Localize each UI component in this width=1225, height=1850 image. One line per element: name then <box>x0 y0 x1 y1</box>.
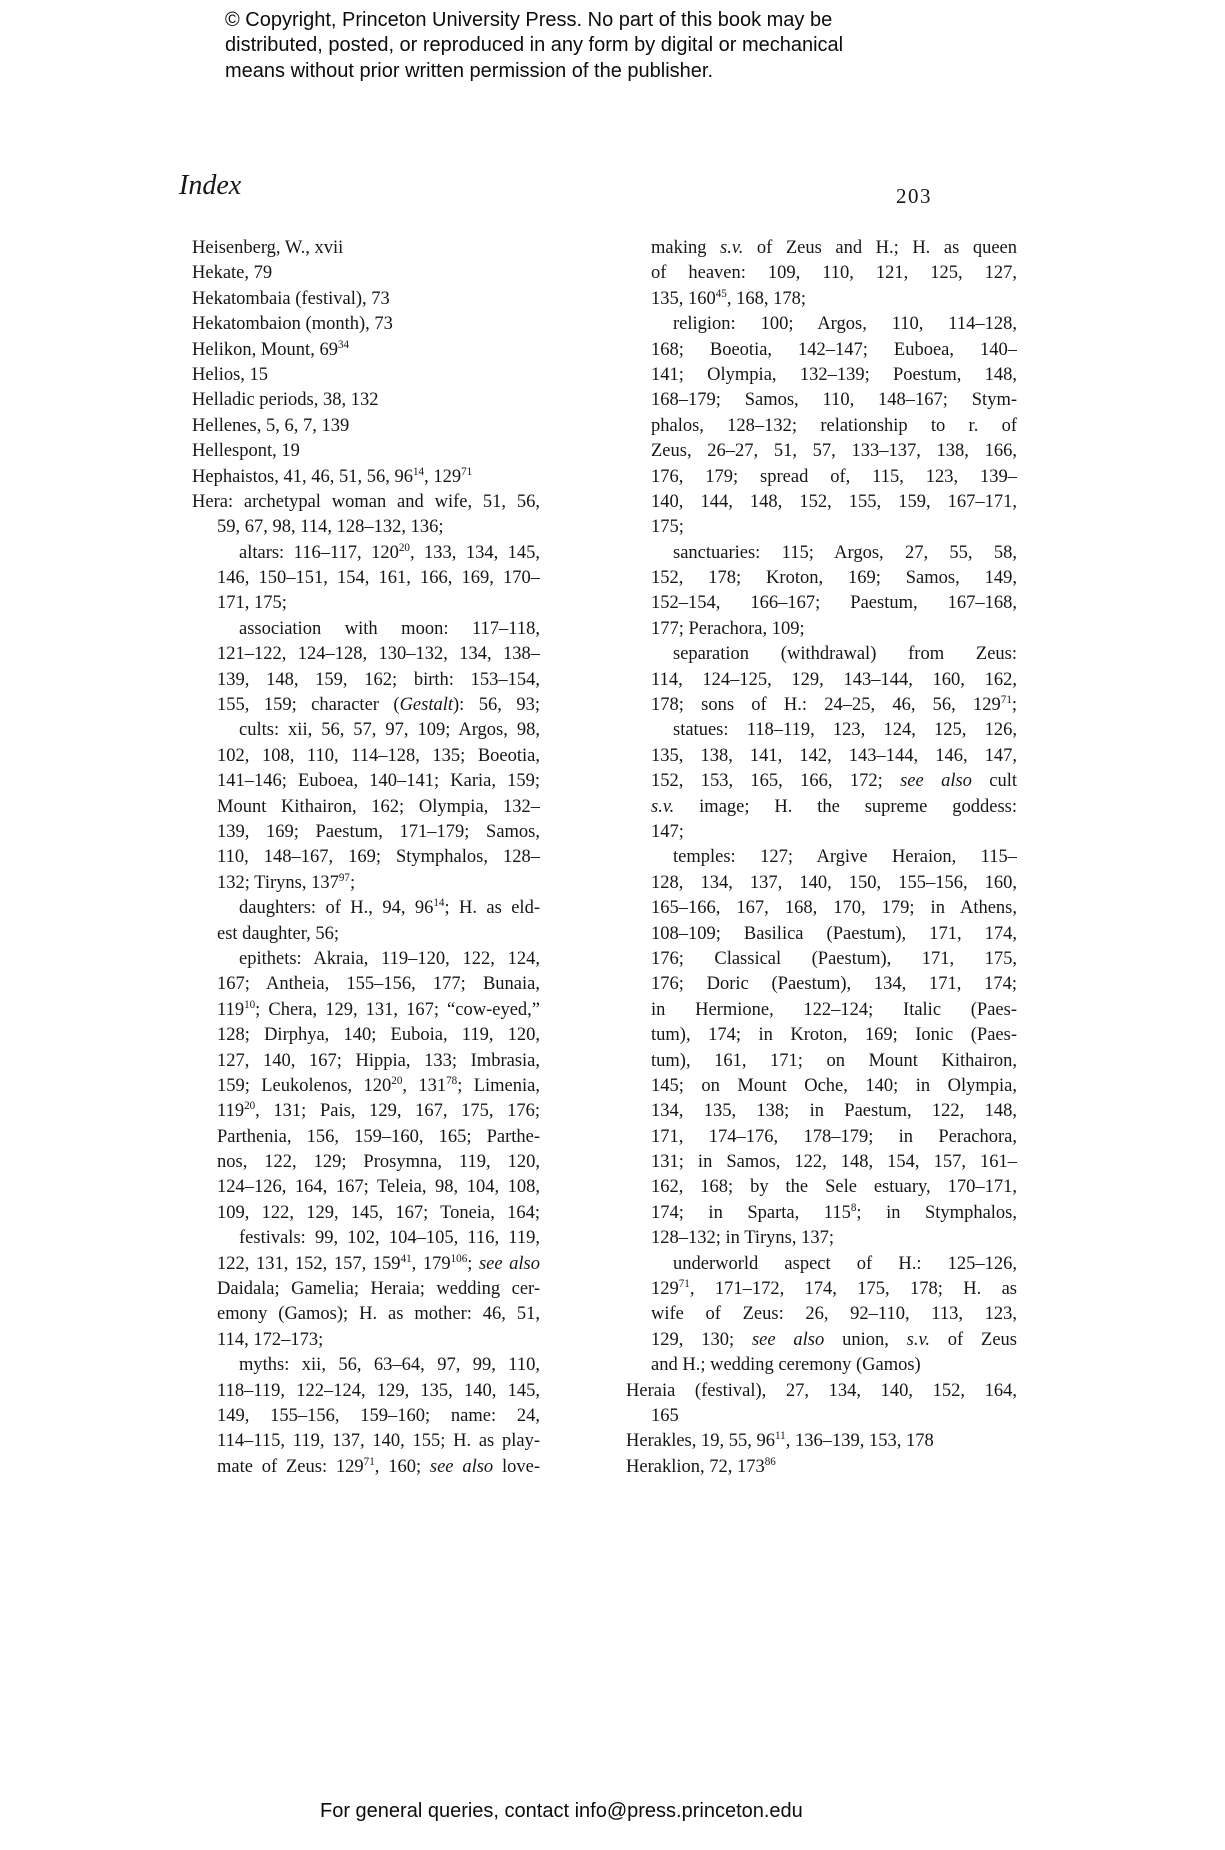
index-line: 171, 174–176, 178–179; in Perachora, <box>651 1126 1017 1147</box>
index-line: Heisenberg, W., xvii <box>192 238 344 258</box>
copyright-notice <box>225 8 865 84</box>
index-line: $119^{20}$, 131; Pais, 129, 167, 175, 176; <box>217 1100 540 1122</box>
index-line: 139, 148, 159, 162; birth: 153–154, <box>217 669 540 690</box>
index-line: Hekate, 79 <box>192 263 273 284</box>
index-line: 128; Dirphya, 140; Euboia, 119, 120, <box>217 1025 540 1046</box>
index-line: Hekatombaion (month), 73 <box>192 314 393 335</box>
index-line: 165–166, 167, 168, 170, 179; in Athens, <box>651 898 1017 919</box>
index-line: 140, 144, 148, 152, 155, 159, 167–171, <box>651 491 1017 512</box>
index-line: 122, 131, 152, 157, $159^{41}$, $179^{106}$; see also <box>217 1252 540 1274</box>
index-line: association with moon: 117–118, <box>239 618 540 639</box>
index-line: tum), 161, 171; on Mount Kithairon, <box>651 1050 1017 1071</box>
index-line: sanctuaries: 115; Argos, 27, 55, 58, <box>673 542 1017 563</box>
index-line: religion: 100; Argos, 110, 114–128, <box>673 314 1017 335</box>
index-line: 165 <box>651 1405 679 1426</box>
index-line: 176, 179; spread of, 115, 123, 139– <box>651 466 1017 487</box>
index-line: separation (withdrawal) from Zeus: <box>673 644 1017 665</box>
index-line: 168–179; Samos, 110, 148–167; Stym- <box>651 390 1017 411</box>
index-line: 102, 108, 110, 114–128, 135; Boeotia, <box>217 745 540 766</box>
index-line: wife of Zeus: 26, 92–110, 113, 123, <box>651 1304 1017 1325</box>
index-line: 177; Perachora, 109; <box>651 618 805 639</box>
index-line: altars: 116–117, $120^{20}$, 133, 134, 145, <box>239 541 540 563</box>
index-line: statues: 118–119, 123, 124, 125, 126, <box>673 720 1017 741</box>
index-line: 141–146; Euboea, 140–141; Karia, 159; <box>217 771 540 792</box>
index-line: 174; in Sparta, $115^8$; in Stymphalos, <box>651 1201 1017 1223</box>
index-line: Hellespont, 19 <box>192 441 300 462</box>
page-title: Index <box>179 170 242 201</box>
index-line: 152–154, 166–167; Paestum, 167–168, <box>651 593 1017 614</box>
index-right-column <box>626 236 1017 1480</box>
index-line: making s.v. of Zeus and H.; H. as queen <box>651 238 1017 258</box>
index-line: 149, 155–156, 159–160; name: 24, <box>217 1405 540 1426</box>
index-line: 114, 124–125, 129, 143–144, 160, 162, <box>651 669 1017 690</box>
index-line: $129^{71}$, 171–172, 174, 175, 178; H. as <box>651 1277 1017 1300</box>
page-number: 203 <box>896 184 932 208</box>
index-line: Herakles, 19, 55, $96^{11}$, 136–139, 153, 178 <box>626 1430 934 1452</box>
index-line: nos, 122, 129; Prosymna, 119, 120, <box>217 1152 540 1173</box>
index-line: est daughter, 56; <box>217 923 340 944</box>
index-line: 118–119, 122–124, 129, 135, 140, 145, <box>217 1380 540 1401</box>
index-line: 121–122, 124–128, 130–132, 134, 138– <box>217 644 540 665</box>
index-line: 124–126, 164, 167; Teleia, 98, 104, 108, <box>217 1177 540 1198</box>
index-line: Parthenia, 156, 159–160, 165; Parthe- <box>217 1126 540 1147</box>
footer-contact: For general queries, contact info@press.princeton.edu <box>320 1800 803 1822</box>
index-line: daughters: of H., 94, $96^{14}$; H. as eld- <box>239 897 540 919</box>
index-line: 152, 178; Kroton, 169; Samos, 149, <box>651 568 1017 589</box>
copyright-line: distributed, posted, or reproduced in any form by digital or mechanical <box>225 34 844 57</box>
index-line: of heaven: 109, 110, 121, 125, 127, <box>651 263 1017 284</box>
index-line: Mount Kithairon, 162; Olympia, 132– <box>217 796 540 817</box>
index-line: 110, 148–167, 169; Stymphalos, 128– <box>217 847 540 868</box>
index-line: Hekatombaia (festival), 73 <box>192 288 390 309</box>
index-line: 128, 134, 137, 140, 150, 155–156, 160, <box>651 872 1017 893</box>
index-line: and H.; wedding ceremony (Gamos) <box>651 1355 921 1376</box>
index-line: Hera: archetypal woman and wife, 51, 56, <box>192 491 540 512</box>
index-line: underworld aspect of H.: 125–126, <box>673 1253 1017 1274</box>
index-line: 162, 168; by the Sele estuary, 170–171, <box>651 1177 1017 1198</box>
index-line: Daidala; Gamelia; Heraia; wedding cer- <box>217 1279 540 1300</box>
index-line: 114, 172–173; <box>217 1329 324 1350</box>
index-line: 129, 130; see also union, s.v. of Zeus <box>651 1329 1017 1350</box>
index-line: epithets: Akraia, 119–120, 122, 124, <box>239 948 540 969</box>
index-line: cults: xii, 56, 57, 97, 109; Argos, 98, <box>239 720 540 741</box>
index-line: 114–115, 119, 137, 140, 155; H. as play- <box>217 1431 540 1452</box>
index-line: 146, 150–151, 154, 161, 166, 169, 170– <box>217 568 540 589</box>
index-line: 134, 135, 138; in Paestum, 122, 148, <box>651 1101 1017 1122</box>
index-line: 135, $160^{45}$, 168, 178; <box>651 287 806 309</box>
index-line: 135, 138, 141, 142, 143–144, 146, 147, <box>651 745 1017 766</box>
index-line: 131; in Samos, 122, 148, 154, 157, 161– <box>651 1152 1017 1173</box>
index-line: Hellenes, 5, 6, 7, 139 <box>192 415 350 436</box>
index-line: in Hermione, 122–124; Italic (Paes- <box>651 999 1017 1020</box>
index-line: Zeus, 26–27, 51, 57, 133–137, 138, 166, <box>651 441 1017 462</box>
index-line: 108–109; Basilica (Paestum), 171, 174, <box>651 923 1017 944</box>
index-line: 59, 67, 98, 114, 128–132, 136; <box>217 517 444 538</box>
index-line: 141; Olympia, 132–139; Poestum, 148, <box>651 364 1017 385</box>
copyright-line: © Copyright, Princeton University Press. No part of this book may be <box>225 9 833 31</box>
copyright-line: means without prior written permission of the publisher. <box>225 59 714 82</box>
index-line: tum), 174; in Kroton, 169; Ionic (Paes- <box>651 1025 1017 1046</box>
index-line: myths: xii, 56, 63–64, 97, 99, 110, <box>239 1355 540 1376</box>
index-line: 145; on Mount Oche, 140; in Olympia, <box>651 1075 1017 1096</box>
index-line: festivals: 99, 102, 104–105, 116, 119, <box>239 1228 540 1249</box>
index-line: $119^{10}$; Chera, 129, 131, 167; “cow-eyed,” <box>217 998 540 1020</box>
index-line: s.v. image; H. the supreme goddess: <box>651 796 1017 817</box>
index-line: Heraklion, 72, $173^{86}$ <box>626 1455 776 1477</box>
index-line: 155, 159; character (Gestalt): 56, 93; <box>217 695 540 716</box>
index-line: Helios, 15 <box>192 364 269 385</box>
index-left-column <box>192 236 540 1480</box>
index-line: 147; <box>651 821 684 842</box>
index-line: 171, 175; <box>217 593 287 614</box>
index-line: 178; sons of H.: 24–25, 46, 56, $129^{71}$; <box>651 693 1017 716</box>
index-line: 159; Leukolenos, $120^{20}$, $131^{78}$; Limenia, <box>217 1074 540 1096</box>
index-line: 132; Tiryns, $137^{97}$; <box>217 871 356 893</box>
index-line: Helladic periods, 38, 132 <box>192 390 379 411</box>
index-line: temples: 127; Argive Heraion, 115– <box>673 847 1017 868</box>
index-line: 175; <box>651 517 684 538</box>
index-line: 109, 122, 129, 145, 167; Toneia, 164; <box>217 1202 540 1223</box>
index-line: 127, 140, 167; Hippia, 133; Imbrasia, <box>217 1050 540 1071</box>
index-line: 128–132; in Tiryns, 137; <box>651 1228 834 1249</box>
index-line: emony (Gamos); H. as mother: 46, 51, <box>217 1304 540 1325</box>
index-line: 167; Antheia, 155–156, 177; Bunaia, <box>217 974 540 995</box>
index-line: phalos, 128–132; relationship to r. of <box>651 415 1017 436</box>
index-line: 139, 169; Paestum, 171–179; Samos, <box>217 821 540 842</box>
index-line: Hephaistos, 41, 46, 51, 56, $96^{14}$, $129^{71}$ <box>192 465 473 487</box>
index-line: 152, 153, 165, 166, 172; see also cult <box>651 771 1017 792</box>
index-line: 176; Classical (Paestum), 171, 175, <box>651 948 1017 969</box>
index-line: 168; Boeotia, 142–147; Euboea, 140– <box>651 339 1017 360</box>
index-line: mate of Zeus: $129^{71}$, 160; see also love- <box>217 1455 540 1477</box>
index-line: Heraia (festival), 27, 134, 140, 152, 164, <box>626 1380 1017 1401</box>
index-line: Helikon, Mount, $69^{34}$ <box>192 338 350 360</box>
index-line: 176; Doric (Paestum), 134, 171, 174; <box>651 974 1017 995</box>
